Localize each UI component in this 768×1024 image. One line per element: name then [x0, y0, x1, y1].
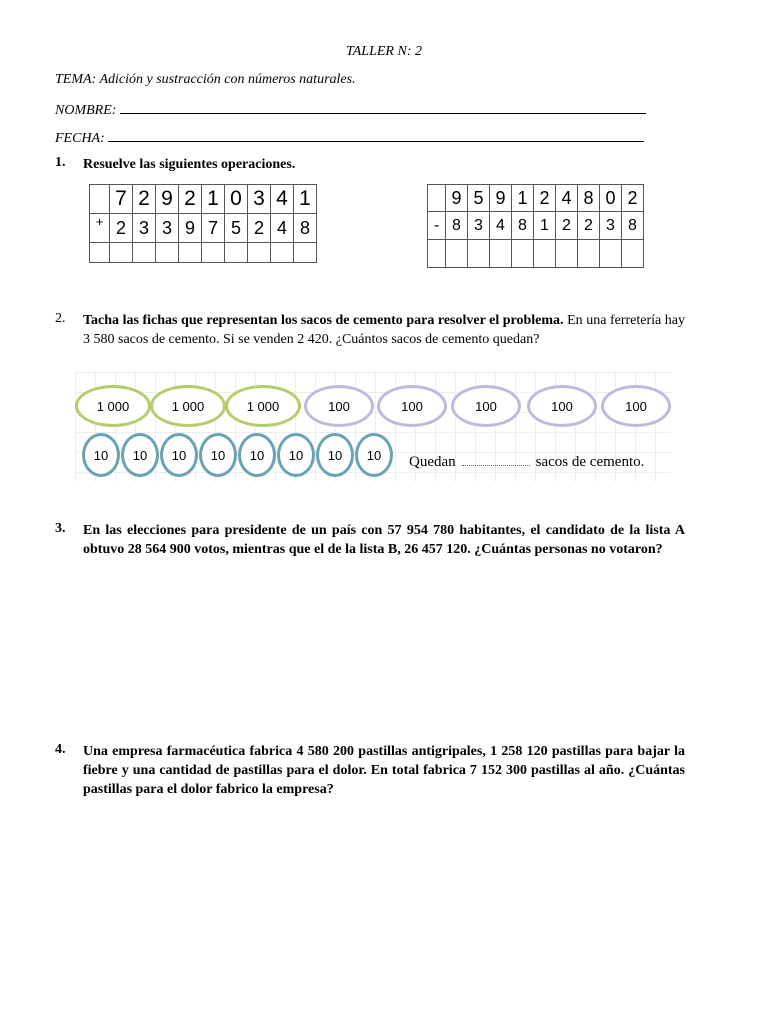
answer-cell[interactable] — [156, 243, 179, 263]
addition-answer-row[interactable] — [90, 243, 317, 263]
quedan-answer-field[interactable] — [462, 455, 530, 466]
fecha-label: FECHA: — [55, 131, 105, 146]
grid-cell: 4 — [490, 212, 512, 240]
q2-block — [83, 311, 685, 349]
grid-cell: 8 — [578, 185, 600, 212]
chip-100[interactable]: 100 — [601, 385, 671, 427]
q1-text: Resuelve las siguientes operaciones. — [83, 157, 296, 172]
addition-row-1 — [90, 185, 317, 214]
answer-cell[interactable] — [600, 240, 622, 268]
answer-cell[interactable] — [248, 243, 271, 263]
q2-number: 2. — [55, 311, 66, 326]
answer-cell[interactable] — [490, 240, 512, 268]
nombre-label: NOMBRE: — [55, 103, 117, 118]
addition-grid — [89, 184, 317, 263]
answer-cell[interactable] — [271, 243, 294, 263]
grid-cell: 2 — [248, 214, 271, 243]
grid-cell: 9 — [490, 185, 512, 212]
grid-cell — [428, 185, 446, 212]
chip-10[interactable]: 10 — [277, 433, 315, 477]
answer-cell[interactable] — [512, 240, 534, 268]
grid-cell: 4 — [271, 185, 294, 214]
grid-cell — [90, 243, 110, 263]
grid-cell: 3 — [133, 214, 156, 243]
grid-cell: 9 — [179, 214, 202, 243]
grid-cell: 7 — [202, 214, 225, 243]
grid-cell: 1 — [512, 185, 534, 212]
grid-cell: 1 — [534, 212, 556, 240]
sacos-label: sacos de cemento. — [535, 454, 645, 470]
answer-cell[interactable] — [225, 243, 248, 263]
chip-100[interactable]: 100 — [304, 385, 374, 427]
tema-line: TEMA: Adición y sustracción con números naturales. — [55, 72, 356, 87]
nombre-field[interactable] — [120, 100, 646, 114]
q3-number: 3. — [55, 521, 66, 536]
answer-cell[interactable] — [294, 243, 317, 263]
q4-text: Una empresa farmacéutica fabrica 4 580 200 pastillas antigripales, 1 258 120 pastillas para bajar la fiebre y una cantidad de pastillas para el dolor. En total fabrica 7 152 300 pastillas al año. ¿Cuántas pastillas para el dolor fabrico la empresa? — [83, 744, 685, 797]
answer-cell[interactable] — [468, 240, 490, 268]
grid-cell: 2 — [133, 185, 156, 214]
fecha-row — [55, 128, 644, 147]
answer-cell[interactable] — [179, 243, 202, 263]
chip-1000[interactable]: 1 000 — [150, 385, 226, 427]
grid-cell: 1 — [294, 185, 317, 214]
nombre-row — [55, 100, 646, 119]
chip-10[interactable]: 10 — [160, 433, 198, 477]
answer-cell[interactable] — [578, 240, 600, 268]
answer-cell[interactable] — [202, 243, 225, 263]
chip-1000[interactable]: 1 000 — [75, 385, 151, 427]
page-title: TALLER N: 2 — [346, 44, 422, 59]
grid-cell: 5 — [468, 185, 490, 212]
plus-sign: + — [90, 214, 110, 243]
fecha-field[interactable] — [108, 128, 644, 142]
grid-cell: 9 — [156, 185, 179, 214]
answer-cell[interactable] — [446, 240, 468, 268]
chip-100[interactable]: 100 — [527, 385, 597, 427]
subtraction-row-2 — [428, 212, 644, 240]
q1-number: 1. — [55, 155, 66, 170]
grid-cell: 4 — [556, 185, 578, 212]
minus-sign: - — [428, 212, 446, 240]
grid-cell: 2 — [534, 185, 556, 212]
subtraction-grid — [427, 184, 644, 268]
chip-100[interactable]: 100 — [377, 385, 447, 427]
q4-number: 4. — [55, 742, 66, 757]
q2-problem: En una ferretería hay 3 580 sacos de cemento. Si se venden 2 420. ¿Cuántos sacos de cemento quedan? — [83, 313, 686, 347]
grid-cell: 2 — [622, 185, 644, 212]
chip-10[interactable]: 10 — [238, 433, 276, 477]
chip-10[interactable]: 10 — [316, 433, 354, 477]
grid-cell: 2 — [578, 212, 600, 240]
chip-10[interactable]: 10 — [82, 433, 120, 477]
grid-cell: 9 — [446, 185, 468, 212]
answer-cell[interactable] — [534, 240, 556, 268]
chips-panel — [75, 372, 671, 482]
chip-10[interactable]: 10 — [199, 433, 237, 477]
grid-cell: 1 — [202, 185, 225, 214]
answer-cell[interactable] — [133, 243, 156, 263]
grid-cell: 3 — [156, 214, 179, 243]
answer-cell[interactable] — [622, 240, 644, 268]
grid-cell: 0 — [600, 185, 622, 212]
subtraction-answer-row[interactable] — [428, 240, 644, 268]
quedan-row — [409, 454, 644, 471]
grid-cell: 3 — [468, 212, 490, 240]
q3-text: En las elecciones para presidente de un país con 57 954 780 habitantes, el candidato de la lista A obtuvo 28 564 900 votos, mientras que el de la lista B, 26 457 120. ¿Cuántas personas no votaron? — [83, 523, 685, 557]
quedan-label: Quedan — [409, 454, 456, 470]
grid-cell: 0 — [225, 185, 248, 214]
grid-cell: 2 — [556, 212, 578, 240]
grid-cell: 4 — [271, 214, 294, 243]
grid-cell: 5 — [225, 214, 248, 243]
grid-cell: 2 — [110, 214, 133, 243]
answer-cell[interactable] — [556, 240, 578, 268]
chip-10[interactable]: 10 — [121, 433, 159, 477]
grid-cell: 8 — [512, 212, 534, 240]
grid-cell: 3 — [600, 212, 622, 240]
subtraction-row-1 — [428, 185, 644, 212]
q2-instruction: Tacha las fichas que representan los sacos de cemento para resolver el problema. — [83, 313, 564, 328]
grid-cell: 8 — [446, 212, 468, 240]
grid-cell — [428, 240, 446, 268]
chip-100[interactable]: 100 — [451, 385, 521, 427]
grid-cell: 3 — [248, 185, 271, 214]
grid-cell: 8 — [294, 214, 317, 243]
grid-cell: 7 — [110, 185, 133, 214]
grid-cell: 8 — [622, 212, 644, 240]
grid-cell: 2 — [179, 185, 202, 214]
chip-1000[interactable]: 1 000 — [225, 385, 301, 427]
addition-row-2 — [90, 214, 317, 243]
grid-cell — [90, 185, 110, 214]
answer-cell[interactable] — [110, 243, 133, 263]
chip-10[interactable]: 10 — [355, 433, 393, 477]
